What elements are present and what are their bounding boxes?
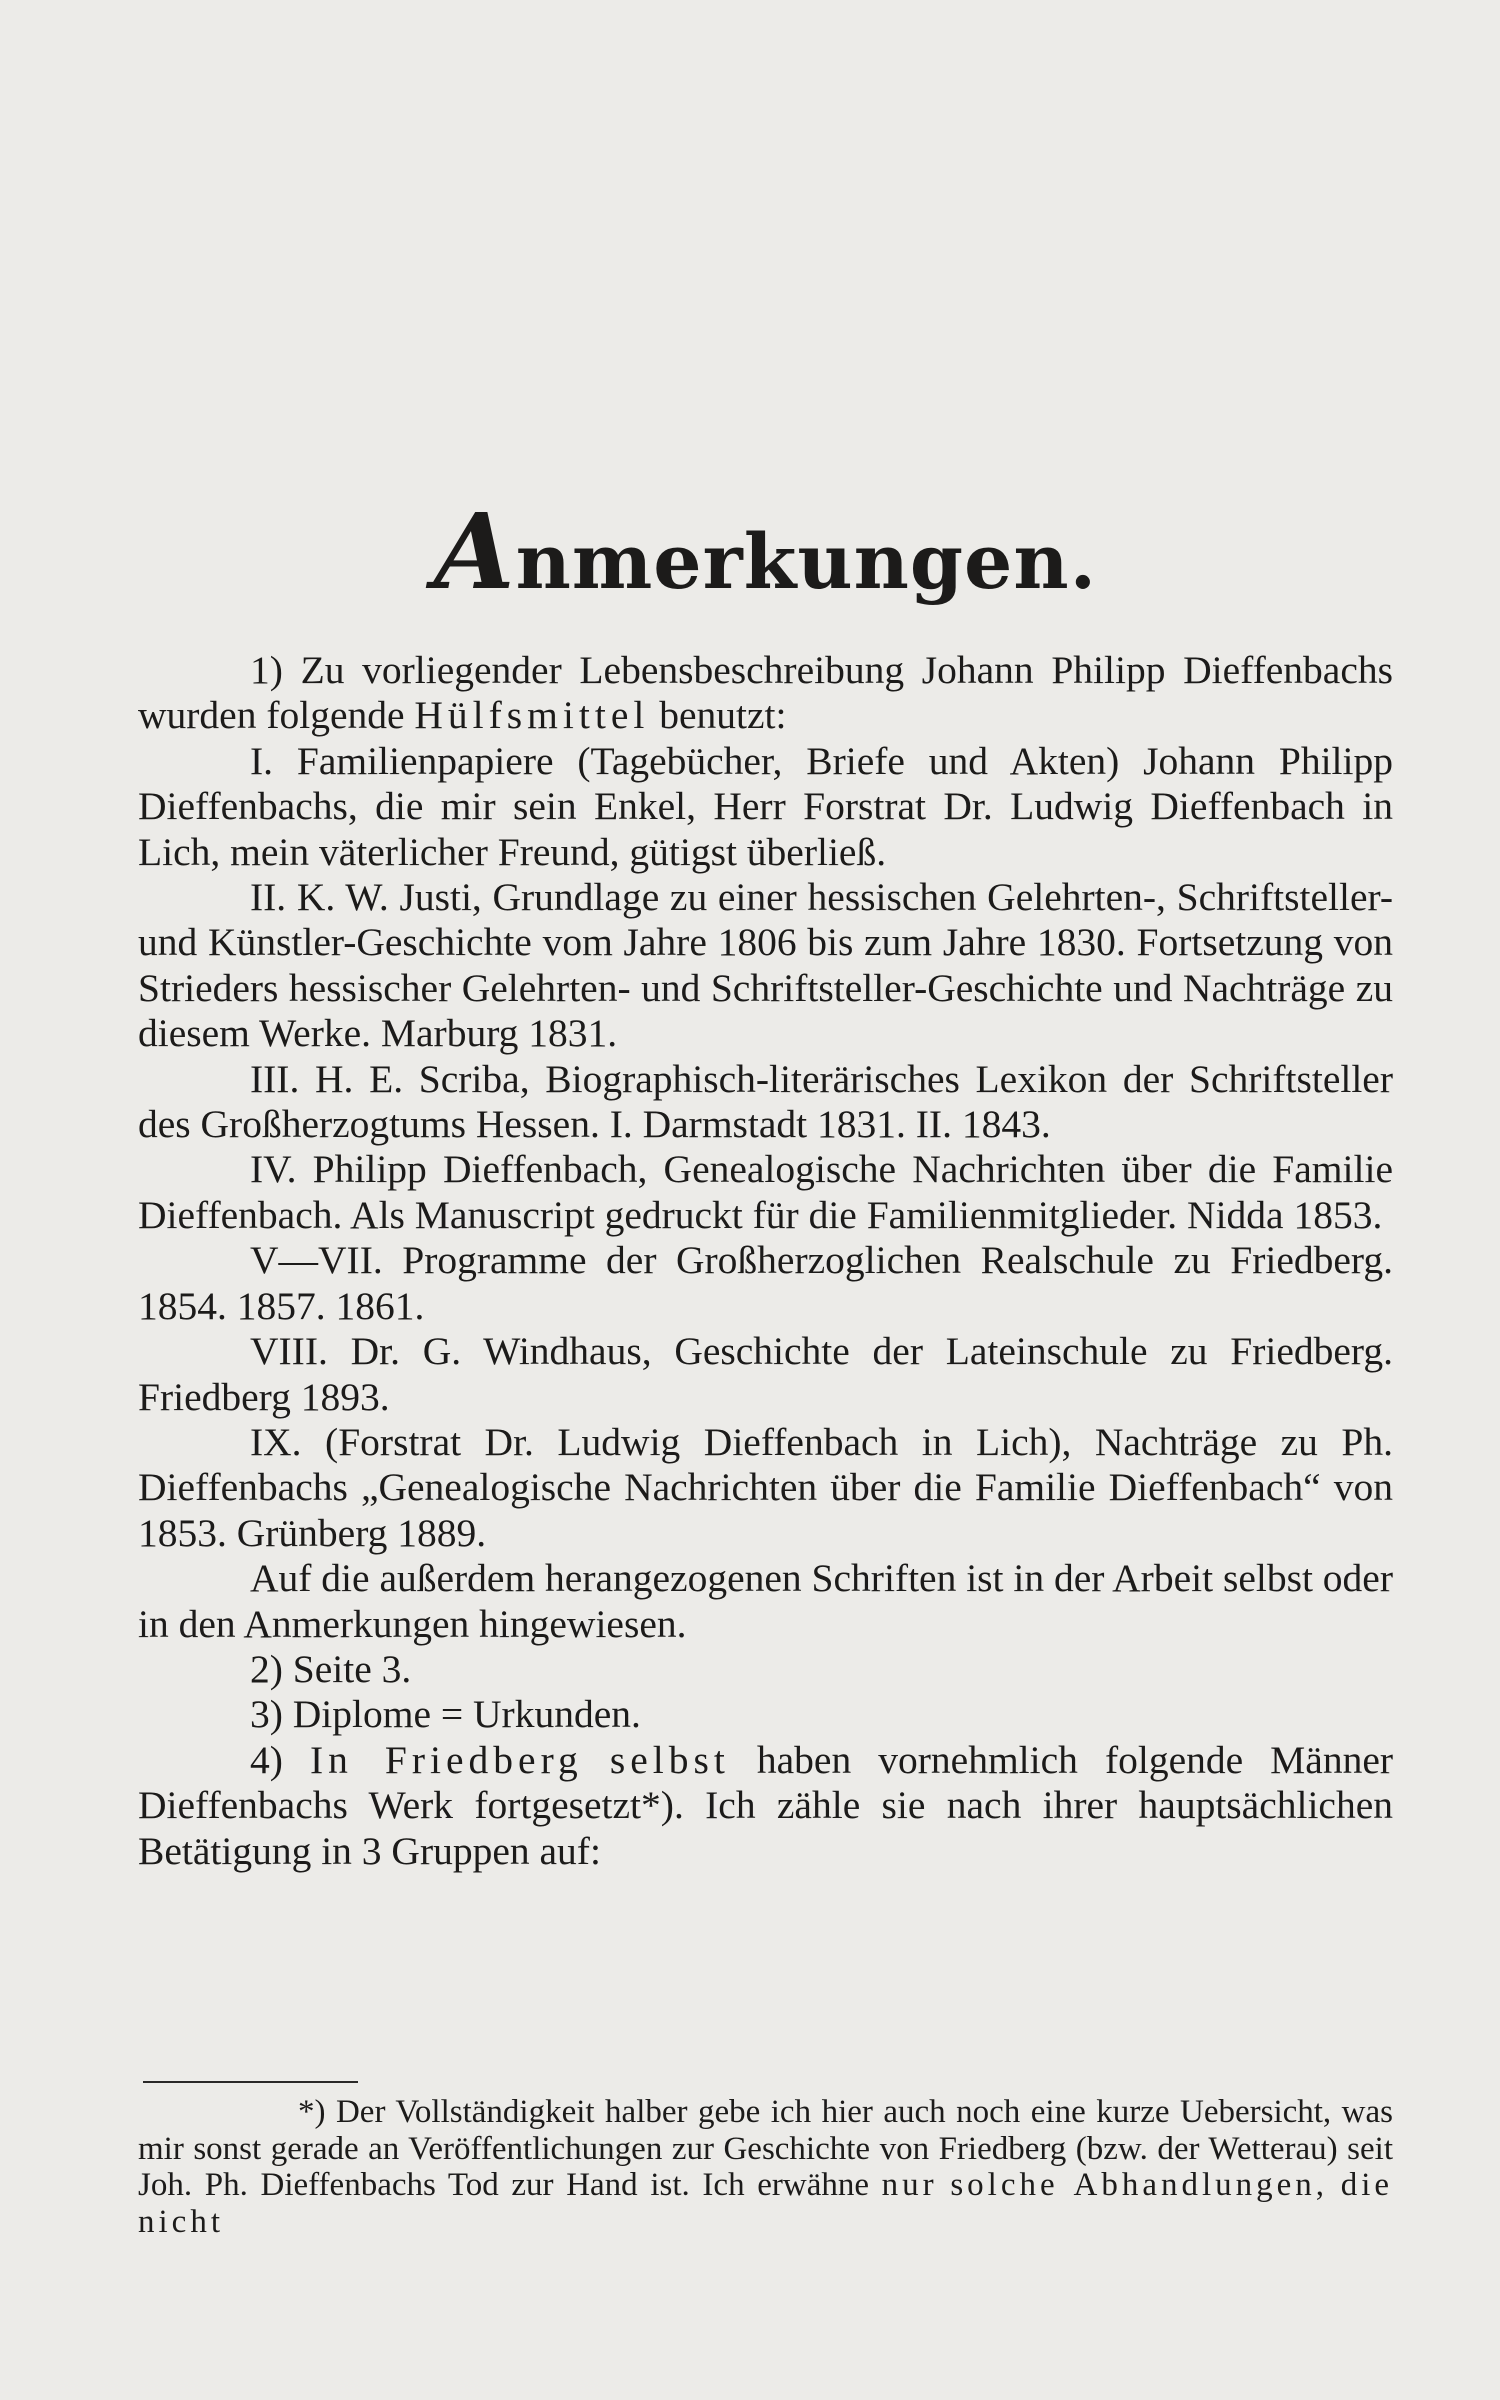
spaced-in-friedberg: In Friedberg <box>309 1737 583 1782</box>
note-4-number: 4) <box>250 1737 283 1782</box>
note-1-text: 1) Zu vorliegender Lebensbeschreibung Johann Philipp Dieffenbachs wurden folgende <box>138 648 1393 738</box>
title-rest: nmerkungen. <box>515 517 1098 606</box>
spaced-selbst: selbst <box>609 1737 730 1782</box>
source-4: IV. Philipp Dieffenbach, Genealogische Nachrichten über die Familie Dieffenbach. Als Manuscript gedruckt für die Familienmitglieder. Nidda 1853. <box>138 1147 1393 1237</box>
spaced-huelfsmittel: Hülfsmittel <box>414 693 650 738</box>
source-8: VIII. Dr. G. Windhaus, Geschichte der Lateinschule zu Friedberg. Friedberg 1893. <box>138 1329 1393 1419</box>
document-page <box>138 0 1393 2400</box>
title-initial: A <box>433 490 516 613</box>
note-1-closing: Auf die außerdem herangezogenen Schriften ist in der Arbeit selbst oder in den Anmerkungen hingewiesen. <box>138 1556 1393 1646</box>
source-5-7: V—VII. Programme der Großherzoglichen Realschule zu Friedberg. 1854. 1857. 1861. <box>138 1238 1393 1328</box>
note-2: 2) Seite 3. <box>250 1646 412 1691</box>
notes-body <box>138 648 1393 1874</box>
note-1 <box>138 648 1393 739</box>
note-1-tail: benutzt: <box>659 693 787 738</box>
note-4-text: haben vornehmlich folgende Männer Dieffenbachs Werk fortgesetzt*). Ich zähle sie nach ihrer hauptsächlichen Betätigung in 3 Gruppen auf: <box>138 1737 1394 1873</box>
spaced-solche-abhandlungen: solche Abhandlungen, <box>950 2167 1329 2203</box>
spaced-nur: nur <box>881 2167 938 2203</box>
spaced-die-nicht: die nicht <box>138 2167 1394 2240</box>
page-title <box>138 490 1393 613</box>
note-4 <box>138 1738 1393 1874</box>
source-2: II. K. W. Justi, Grundlage zu einer hessischen Gelehrten-, Schriftsteller- und Künstler-Geschichte vom Jahre 1806 bis zum Jahre 1830. Fortsetzung von Strieders hessischer Gelehrten- und Schriftsteller-Geschichte und Nachträge zu diesem Werke. Marburg 1831. <box>138 875 1393 1056</box>
footnote-rule <box>143 2081 358 2083</box>
footnote-text: *) Der Vollständigkeit halber gebe ich hier auch noch eine kurze Uebersicht, was mir sonst gerade an Veröffentlichungen zur Geschichte von Friedberg (bzw. der Wetterau) seit Joh. Ph. Dieffenbachs Tod zur Hand ist. Ich erwähne <box>138 2094 1393 2203</box>
source-9: IX. (Forstrat Dr. Ludwig Dieffenbach in Lich), Nachträge zu Ph. Dieffenbachs „Genealogische Nachrichten über die Familie Dieffenbach“ von 1853. Grünberg 1889. <box>138 1419 1393 1555</box>
source-3: III. H. E. Scriba, Biographisch-literärisches Lexikon der Schriftsteller des Großherzogtums Hessen. I. Darmstadt 1831. II. 1843. <box>138 1056 1393 1147</box>
source-1: I. Familienpapiere (Tagebücher, Briefe und Akten) Johann Philipp Dieffenbachs, die mir sein Enkel, Herr Forstrat Dr. Ludwig Dieffenbach in Lich, mein väterlicher Freund, gütigst überließ. <box>138 738 1393 874</box>
note-3: 3) Diplome = Urkunden. <box>250 1692 641 1737</box>
footnote <box>138 2094 1393 2240</box>
